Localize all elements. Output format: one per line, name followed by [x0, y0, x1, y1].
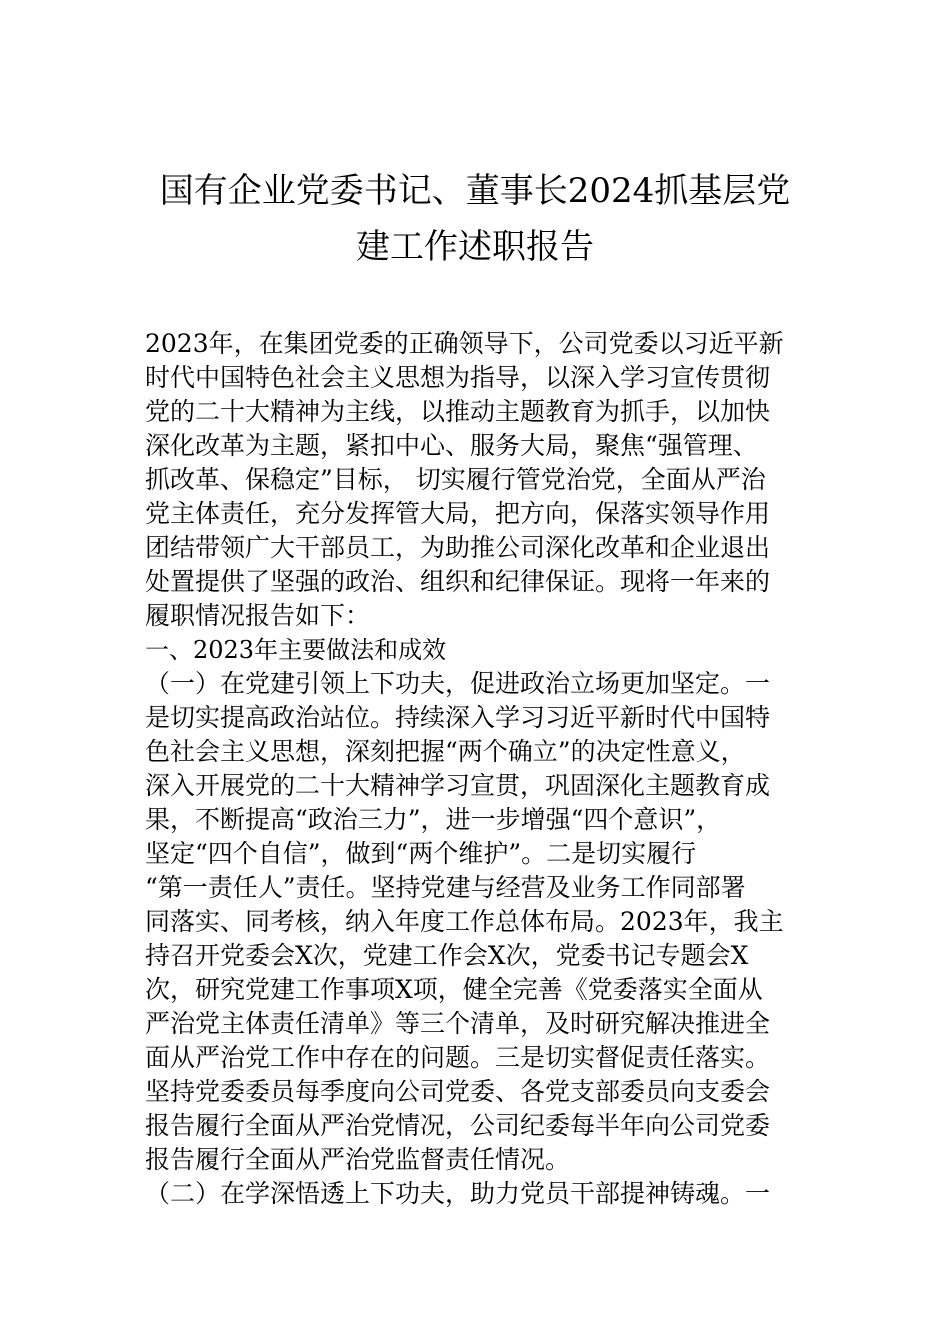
document-body — [145, 327, 815, 1211]
body-line: 报告履行全面从严治党监督责任情况。 — [145, 1145, 571, 1174]
body-line: 严治党主体责任清单》等三个清单，及时研究解决推进全 — [145, 1009, 771, 1038]
body-line: 持召开党委会X次，党建工作会X次，党委书记专题会X — [145, 941, 749, 970]
body-line: 果，不断提高“政治三力”，进一步增强“四个意识”， — [145, 805, 722, 834]
title-line-1: 国有企业党委书记、董事长2024抓基层党 — [159, 171, 791, 211]
body-line: 坚定“四个自信”，做到“两个维护”。二是切实履行 — [145, 839, 697, 868]
body-line: 深入开展党的二十大精神学习宣贯，巩固深化主题教育成 — [145, 771, 771, 800]
body-line: 党的二十大精神为主线，以推动主题教育为抓手，以加快 — [145, 397, 771, 426]
body-line: 处置提供了坚强的政治、组织和纪律保证。现将一年来的 — [145, 567, 771, 596]
body-line: 深化改革为主题，紧扣中心、服务大局，聚焦“强管理、 — [145, 431, 758, 460]
body-line: 次，研究党建工作事项X项，健全完善《党委落实全面从 — [145, 975, 763, 1004]
document-title — [120, 163, 830, 275]
body-line: 抓改革、保稳定”目标， 切实履行管党治党，全面从严治 — [145, 465, 766, 494]
body-line: 履职情况报告如下： — [145, 601, 371, 630]
body-line: “第一责任人”责任。坚持党建与经营及业务工作同部署 — [145, 873, 746, 902]
body-line: 色社会主义思想，深刻把握“两个确立”的决定性意义， — [145, 737, 746, 766]
body-line: 是切实提高政治站位。持续深入学习习近平新时代中国特 — [145, 703, 771, 732]
body-line: 坚持党委委员每季度向公司党委、各党支部委员向支委会 — [145, 1077, 771, 1106]
body-line: （二）在学深悟透上下功夫，助力党员干部提神铸魂。一 — [145, 1179, 771, 1208]
body-line: 报告履行全面从严治党情况，公司纪委每半年向公司党委 — [145, 1111, 771, 1140]
body-line: （一）在党建引领上下功夫，促进政治立场更加坚定。一 — [145, 669, 771, 698]
title-line-2: 建工作述职报告 — [356, 227, 594, 267]
body-line: 同落实、同考核，纳入年度工作总体布局。2023年，我主 — [145, 907, 784, 936]
body-line: 时代中国特色社会主义思想为指导，以深入学习宣传贯彻 — [145, 363, 771, 392]
body-line: 团结带领广大干部员工，为助推公司深化改革和企业退出 — [145, 533, 771, 562]
body-line: 2023年，在集团党委的正确领导下，公司党委以习近平新 — [145, 329, 784, 358]
section-heading: 一、2023年主要做法和成效 — [145, 636, 447, 664]
body-line: 面从严治党工作中存在的问题。三是切实督促责任落实。 — [145, 1043, 771, 1072]
body-line: 党主体责任，充分发挥管大局，把方向，保落实领导作用 — [145, 499, 771, 528]
